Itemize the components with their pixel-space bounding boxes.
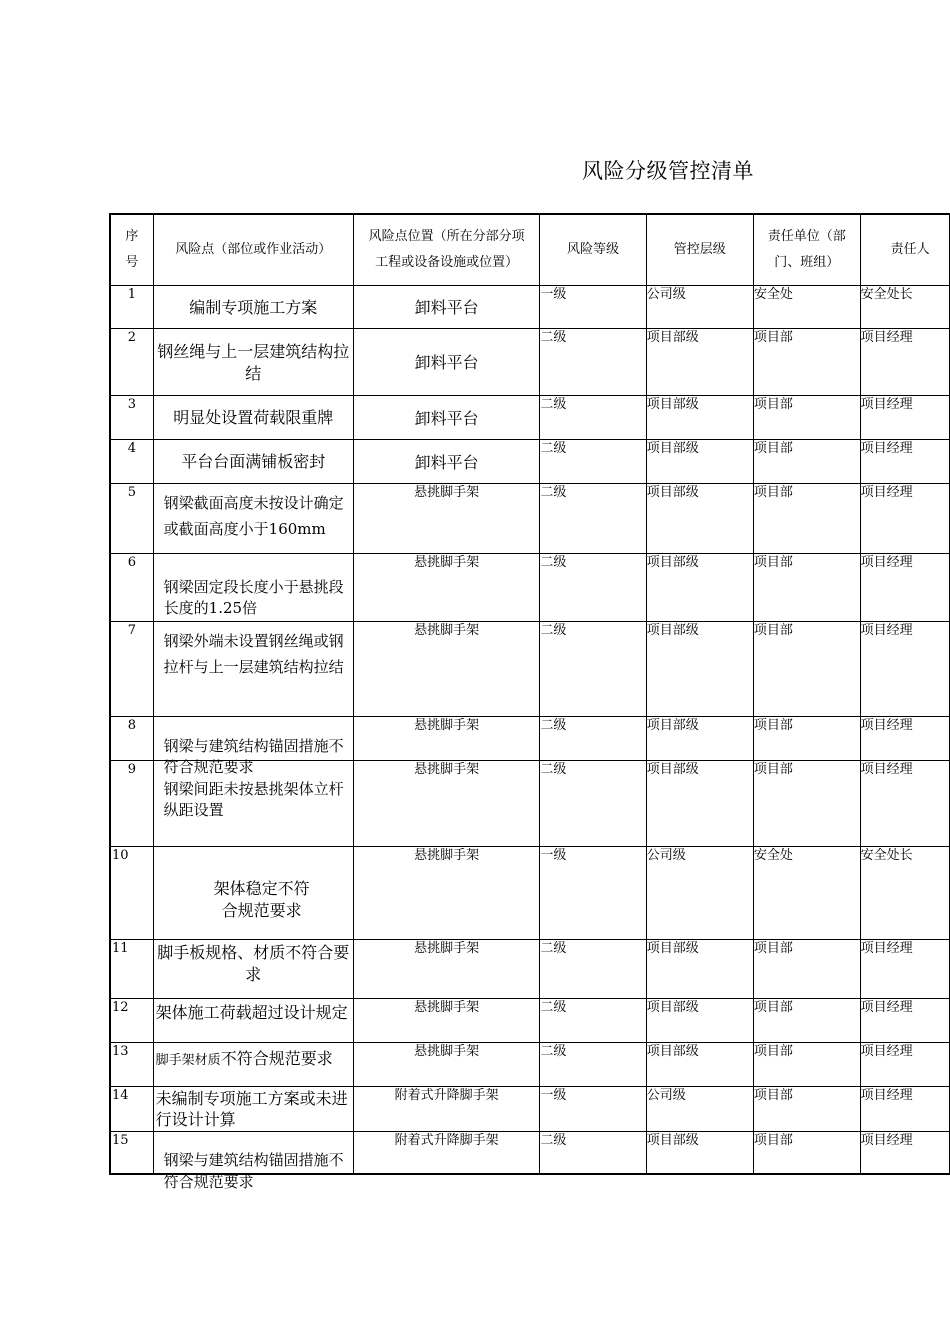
row-risk-level: 二级	[540, 621, 646, 716]
row-risk-level: 二级	[540, 439, 646, 483]
row-responsible-person: 项目经理	[860, 395, 949, 439]
table-row	[110, 846, 950, 939]
row-risk-point: 钢梁间距未按悬挑架体立杆纵距设置	[153, 760, 353, 846]
row-control-level: 项目部级	[646, 395, 753, 439]
row-risk-point: 钢梁与建筑结构锚固措施不符合规范要求	[153, 716, 353, 760]
row-location: 悬挑脚手架	[353, 553, 540, 621]
row-responsible-unit: 项目部	[753, 716, 860, 760]
row-seq: 4	[110, 439, 153, 483]
header-responsible-person: 责任人	[860, 214, 949, 285]
row-responsible-unit: 安全处	[753, 285, 860, 328]
header-responsible-unit: 责任单位（部 门、班组）	[753, 214, 860, 285]
table-header-row	[110, 214, 950, 285]
table-row	[110, 483, 950, 553]
row-seq: 2	[110, 328, 153, 395]
row-risk-level: 二级	[540, 939, 646, 998]
row-location: 悬挑脚手架	[353, 760, 540, 846]
row-location: 悬挑脚手架	[353, 998, 540, 1042]
row-risk-level: 二级	[540, 760, 646, 846]
row-risk-point: 明显处设置荷载限重牌	[153, 395, 353, 439]
row-responsible-person: 项目经理	[860, 328, 949, 395]
row-risk-point: 钢丝绳与上一层建筑结构拉结	[153, 328, 353, 395]
row-responsible-person: 项目经理	[860, 621, 949, 716]
row-control-level: 项目部级	[646, 621, 753, 716]
row-risk-point: 未编制专项施工方案或未进行设计计算	[153, 1086, 353, 1131]
table-row	[110, 553, 950, 621]
page-title: 风险分级管控清单	[582, 159, 754, 183]
row-risk-level: 二级	[540, 483, 646, 553]
table-row	[110, 1086, 950, 1131]
row-responsible-unit: 项目部	[753, 483, 860, 553]
row-control-level: 项目部级	[646, 998, 753, 1042]
row-responsible-unit: 项目部	[753, 553, 860, 621]
table-row	[110, 395, 950, 439]
row-responsible-unit: 项目部	[753, 939, 860, 998]
row-risk-point: 钢梁外端未设置钢丝绳或钢拉杆与上一层建筑结构拉结	[153, 621, 353, 716]
row-risk-point: 架体施工荷载超过设计规定	[153, 998, 353, 1042]
table-row	[110, 621, 950, 716]
row-responsible-unit: 项目部	[753, 328, 860, 395]
table-row	[110, 998, 950, 1042]
header-risk-level: 风险等级	[540, 214, 646, 285]
row-responsible-unit: 项目部	[753, 439, 860, 483]
table-row	[110, 439, 950, 483]
row-control-level: 项目部级	[646, 328, 753, 395]
row-location: 悬挑脚手架	[353, 483, 540, 553]
row-seq: 8	[110, 716, 153, 760]
row-responsible-unit: 项目部	[753, 1086, 860, 1131]
row-control-level: 公司级	[646, 1086, 753, 1131]
row-location: 附着式升降脚手架	[353, 1131, 540, 1174]
row-location: 悬挑脚手架	[353, 1042, 540, 1086]
row-seq: 11	[110, 939, 153, 998]
row-location: 卸料平台	[353, 328, 540, 395]
table-row	[110, 1131, 950, 1174]
row-responsible-person: 项目经理	[860, 1086, 949, 1131]
row-responsible-person: 项目经理	[860, 716, 949, 760]
row-risk-point: 钢梁固定段长度小于悬挑段长度的1.25倍	[153, 553, 353, 621]
row-location: 悬挑脚手架	[353, 846, 540, 939]
risk-control-table	[109, 213, 950, 1191]
row-risk-level: 二级	[540, 395, 646, 439]
table-row	[110, 285, 950, 328]
row-responsible-person: 项目经理	[860, 439, 949, 483]
row-control-level: 项目部级	[646, 1042, 753, 1086]
row-control-level: 项目部级	[646, 553, 753, 621]
row-seq: 1	[110, 285, 153, 328]
table-row	[110, 939, 950, 998]
row-control-level: 公司级	[646, 285, 753, 328]
row-location: 卸料平台	[353, 395, 540, 439]
row-location: 卸料平台	[353, 285, 540, 328]
row-responsible-unit: 项目部	[753, 998, 860, 1042]
row-responsible-person: 项目经理	[860, 1131, 949, 1174]
row-risk-level: 二级	[540, 1131, 646, 1174]
risk-point-prefix: 脚手架材质	[155, 1052, 221, 1068]
row-risk-point	[153, 1042, 353, 1086]
row-risk-point: 平台台面满铺板密封	[153, 439, 353, 483]
table-row	[110, 716, 950, 760]
risk-point-text: 不符合规范要求	[220, 1048, 333, 1068]
header-control-level: 管控层级	[646, 214, 753, 285]
row-control-level: 项目部级	[646, 439, 753, 483]
row-risk-point: 脚手板规格、材质不符合要求	[153, 939, 353, 998]
row-risk-level: 二级	[540, 1042, 646, 1086]
row-responsible-person: 项目经理	[860, 939, 949, 998]
row-risk-level: 二级	[540, 998, 646, 1042]
row-location: 卸料平台	[353, 439, 540, 483]
row-risk-level: 二级	[540, 553, 646, 621]
header-seq: 序号	[110, 214, 153, 285]
row-risk-level: 二级	[540, 328, 646, 395]
row-responsible-person: 项目经理	[860, 1042, 949, 1086]
row-responsible-person: 项目经理	[860, 998, 949, 1042]
row-responsible-person: 项目经理	[860, 483, 949, 553]
row-location: 悬挑脚手架	[353, 716, 540, 760]
row-seq: 9	[110, 760, 153, 846]
row-seq: 13	[110, 1042, 153, 1086]
row-risk-point: 架体稳定不符合规范要求	[153, 846, 353, 939]
row-seq: 12	[110, 998, 153, 1042]
row-seq: 7	[110, 621, 153, 716]
row-control-level: 公司级	[646, 846, 753, 939]
row-location: 悬挑脚手架	[353, 621, 540, 716]
row-responsible-unit: 项目部	[753, 760, 860, 846]
row-seq: 3	[110, 395, 153, 439]
row-responsible-person: 项目经理	[860, 553, 949, 621]
table-row	[110, 1042, 950, 1086]
row-risk-level: 一级	[540, 285, 646, 328]
row-risk-point: 钢梁与建筑结构锚固措施不符合规范要求	[153, 1131, 353, 1174]
row-responsible-unit: 项目部	[753, 1131, 860, 1174]
row-risk-level: 二级	[540, 716, 646, 760]
row-risk-point: 钢梁截面高度未按设计确定或截面高度小于160mm	[153, 483, 353, 553]
row-responsible-unit: 安全处	[753, 846, 860, 939]
row-control-level: 项目部级	[646, 760, 753, 846]
row-risk-level: 一级	[540, 846, 646, 939]
row-control-level: 项目部级	[646, 483, 753, 553]
row-responsible-unit: 项目部	[753, 395, 860, 439]
row-location: 悬挑脚手架	[353, 939, 540, 998]
row-seq: 6	[110, 553, 153, 621]
row-risk-level: 一级	[540, 1086, 646, 1131]
row-control-level: 项目部级	[646, 716, 753, 760]
header-location: 风险点位置（所在分部分项 工程或设备设施或位置）	[353, 214, 540, 285]
row-responsible-unit: 项目部	[753, 1042, 860, 1086]
row-responsible-person: 安全处长	[860, 285, 949, 328]
row-seq: 5	[110, 483, 153, 553]
table-row	[110, 328, 950, 395]
row-seq: 10	[110, 846, 153, 939]
row-location: 附着式升降脚手架	[353, 1086, 540, 1131]
row-seq: 15	[110, 1131, 153, 1174]
row-responsible-unit: 项目部	[753, 621, 860, 716]
header-risk-point: 风险点（部位或作业活动）	[153, 214, 353, 285]
row-responsible-person: 项目经理	[860, 760, 949, 846]
row-seq: 14	[110, 1086, 153, 1131]
row-control-level: 项目部级	[646, 939, 753, 998]
row-responsible-person: 安全处长	[860, 846, 949, 939]
row-control-level: 项目部级	[646, 1131, 753, 1174]
row-risk-point: 编制专项施工方案	[153, 285, 353, 328]
